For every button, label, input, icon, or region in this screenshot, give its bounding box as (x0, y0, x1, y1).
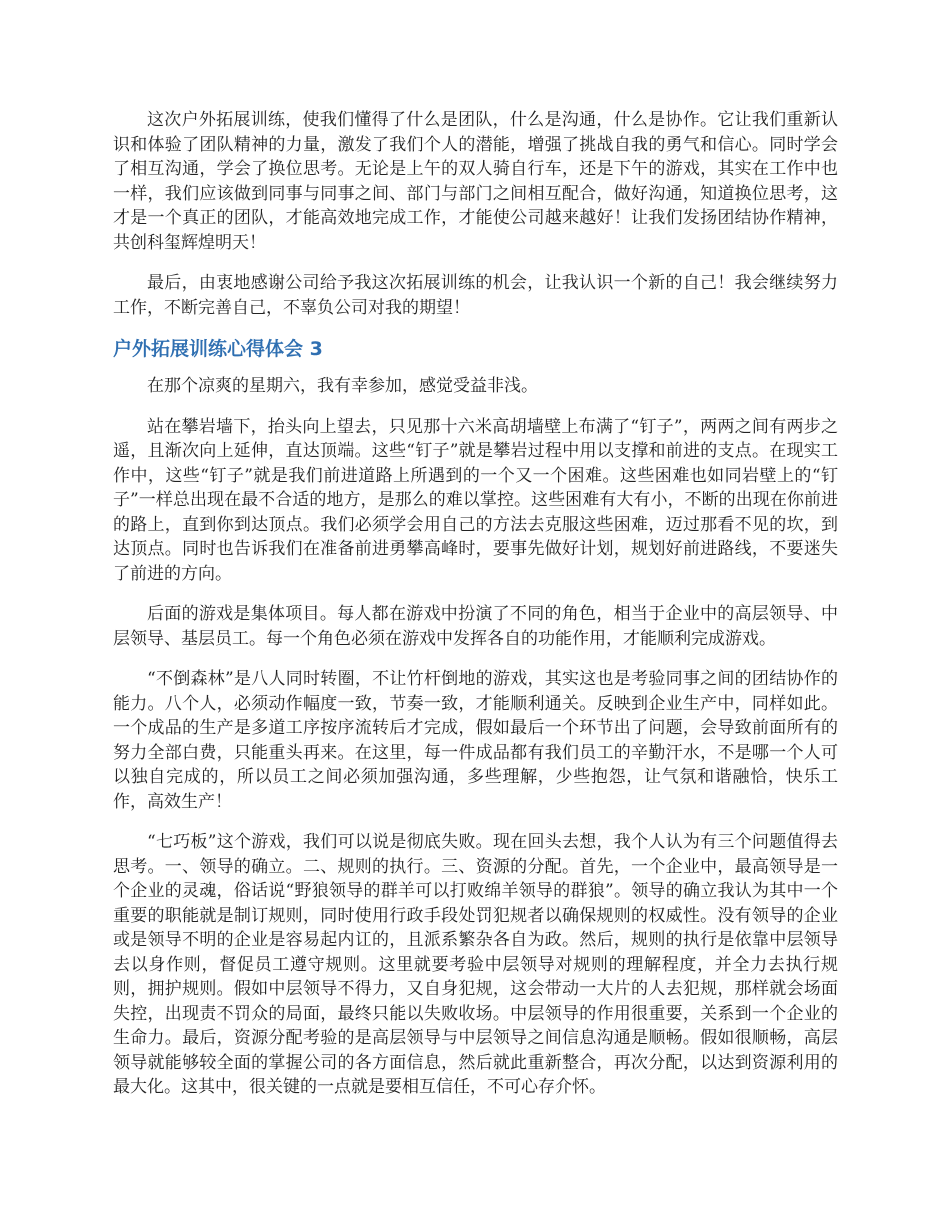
section-heading: 户外拓展训练心得体会 3 (113, 338, 323, 360)
paragraph-standing-forest: “不倒森林”是八人同时转圈，不让竹杆倒地的游戏，其实这也是考验同事之间的团结协作的能力。八个人，必须动作幅度一致，节奏一致，才能顺利通关。反映到企业生产中，同样如此。一个成品的生产是多道工序按序流转后才完成，假如最后一个环节出了问题，会导致前面所有的努力全部白费，只能重头再来。在这里，每一件成品都有我们员工的辛勤汗水，不是哪一个人可以独自完成的，所以员工之间必须加强沟通，多些理解，少些抱怨，让气氛和谐融恰，快乐工作，高效生产！ (113, 669, 838, 812)
paragraph-tangram: “七巧板”这个游戏，我们可以说是彻底失败。现在回头去想，我个人认为有三个问题值得去思考。一、领导的确立。二、规则的执行。三、资源的分配。首先，一个企业中，最高领导是一个企业的灵魂，俗话说“野狼领导的群羊可以打败绵羊领导的群狼”。领导的确立我认为其中一个重要的职能就是制订规则，同时使用行政手段处罚犯规者以确保规则的权威性。没有领导的企业或是领导不明的企业是容易起内讧的，且派系繁杂各自为政。然后，规则的执行是依靠中层领导去以身作则，督促员工遵守规则。这里就要考验中层领导对规则的理解程度，并全力去执行规则，拥护规则。假如中层领导不得力，又自身犯规，这会带动一大片的人去犯规，那样就会场面失控，出现责不罚众的局面，最终只能以失败收场。中层领导的作用很重要，关系到一个企业的生命力。最后，资源分配考验的是高层领导与中层领导之间信息沟通是顺畅。假如很顺畅，高层领导就能够较全面的掌握公司的各方面信息，然后就此重新整合，再次分配，以达到资源利用的最大化。这其中，很关键的一点就是要相互信任，不可心存介怀。 (113, 832, 838, 1097)
paragraph-group-games: 后面的游戏是集体项目。每人都在游戏中扮演了不同的角色，相当于企业中的高层领导、中层领导、基层员工。每一个角色必须在游戏中发挥各自的功能作用，才能顺利完成游戏。 (113, 604, 838, 649)
document-page (113, 108, 838, 1116)
paragraph-climbing-wall: 站在攀岩墙下，抬头向上望去，只见那十六米高胡墙壁上布满了“钉子”，两两之间有两步之遥，且渐次向上延伸，直达顶端。这些“钉子”就是攀岩过程中用以支撑和前进的支点。在现实工作中，这些“钉子”就是我们前进道路上所遇到的一个又一个困难。这些困难也如同岩壁上的“钉子”一样总出现在最不合适的地方，是那么的难以掌控。这些困难有大有小，不断的出现在你前进的路上，直到你到达顶点。我们必须学会用自己的方法去克服这些困难，迈过那看不见的坎，到达顶点。同时也告诉我们在准备前进勇攀高峰时，要事先做好计划，规划好前进路线，不要迷失了前进的方向。 (113, 416, 838, 584)
paragraph-intro: 在那个凉爽的星期六，我有幸参加，感觉受益非浅。 (147, 376, 538, 396)
paragraph-thanks: 最后，由衷地感谢公司给予我这次拓展训练的机会，让我认识一个新的自己！我会继续努力工作，不断完善自己，不辜负公司对我的期望！ (113, 273, 838, 318)
paragraph-teamwork: 这次户外拓展训练，使我们懂得了什么是团队，什么是沟通，什么是协作。它让我们重新认识和体验了团队精神的力量，激发了我们个人的潜能，增强了挑战自我的勇气和信心。同时学会了相互沟通，学会了换位思考。无论是上午的双人骑自行车，还是下午的游戏，其实在工作中也一样，我们应该做到同事与同事之间、部门与部门之间相互配合，做好沟通，知道换位思考，这才是一个真正的团队，才能高效地完成工作，才能使公司越来越好！让我们发扬团结协作精神，共创科玺辉煌明天！ (113, 110, 838, 253)
